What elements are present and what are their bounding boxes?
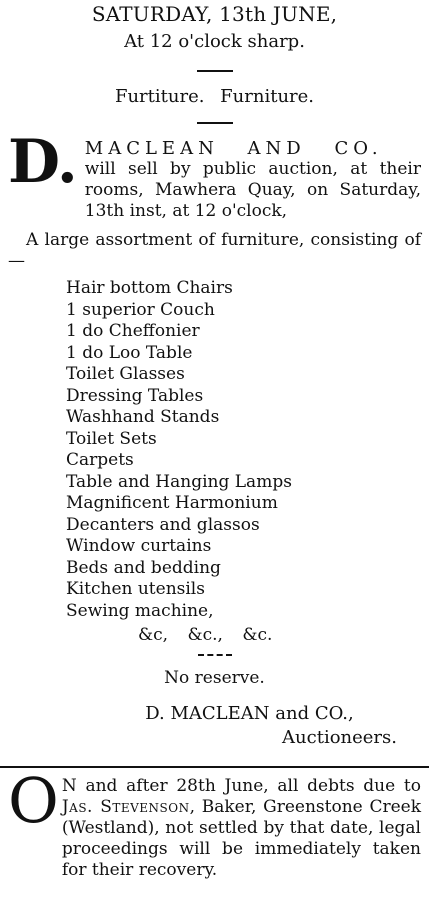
list-item: 1 do Cheffonier [66,321,200,341]
list-item: Carpets [66,450,134,470]
list-item: 1 do Loo Table [66,342,193,363]
list-item: Washhand Stands [66,407,220,427]
list-item: Magnificent Harmonium [66,493,278,513]
list-item: Sewing machine, [66,600,214,621]
list-item: Kitchen utensils [66,579,205,599]
notice-text-end: , Baker, Greenstone Creek (Westland), not settled by that date, legal proceedings will be immediately taken for their recovery. [61,797,422,880]
separator-rule [197,122,233,124]
list-item: 1 superior Couch [66,299,215,320]
furniture-list [66,278,421,622]
dropcap-letter: O [8,764,58,837]
debt-notice [8,764,422,881]
separator-rule [198,654,232,656]
etc-line: &c, &c., &c. [138,625,273,645]
signature-block [8,702,421,750]
dropcap-letter: D. [8,127,77,197]
auction-time: At 12 o'clock sharp. [124,31,305,52]
list-item: Dressing Tables [66,385,204,406]
list-item: Table and Hanging Lamps [66,471,292,492]
assortment-intro: A large assortment of furniture, consisting of— [8,230,421,271]
firm-name: MACLEAN AND CO. [84,138,383,159]
list-item: Toilet Sets [66,428,157,449]
signature-name: D. MACLEAN and CO., [145,703,354,724]
list-item: Hair bottom Chairs [66,278,233,298]
announcement-body [85,138,421,222]
list-item: Window curtains [66,536,212,556]
notice-body [62,776,421,881]
list-item: Toilet Glasses [66,364,185,384]
list-item: Decanters and glassos [66,514,260,535]
announcement-text: will sell by public auction, at their rooms, Mawhera Quay, on Saturday, 13th inst, at 12 o'clock, [84,159,421,221]
auction-date: SATURDAY, 13th JUNE, [91,2,338,26]
no-reserve-note: No reserve. [164,668,265,688]
notice-person-name: Jas. Stevenson [61,797,190,817]
section-title: Furtiture. Furniture. [114,86,315,107]
list-item: Beds and bedding [66,557,221,578]
separator-rule [197,70,233,72]
auction-announcement [8,127,421,222]
signature-title: Auctioneers. [282,727,397,748]
column-divider [0,766,429,768]
notice-text-start: N and after 28th June, all debts due to [61,776,421,796]
